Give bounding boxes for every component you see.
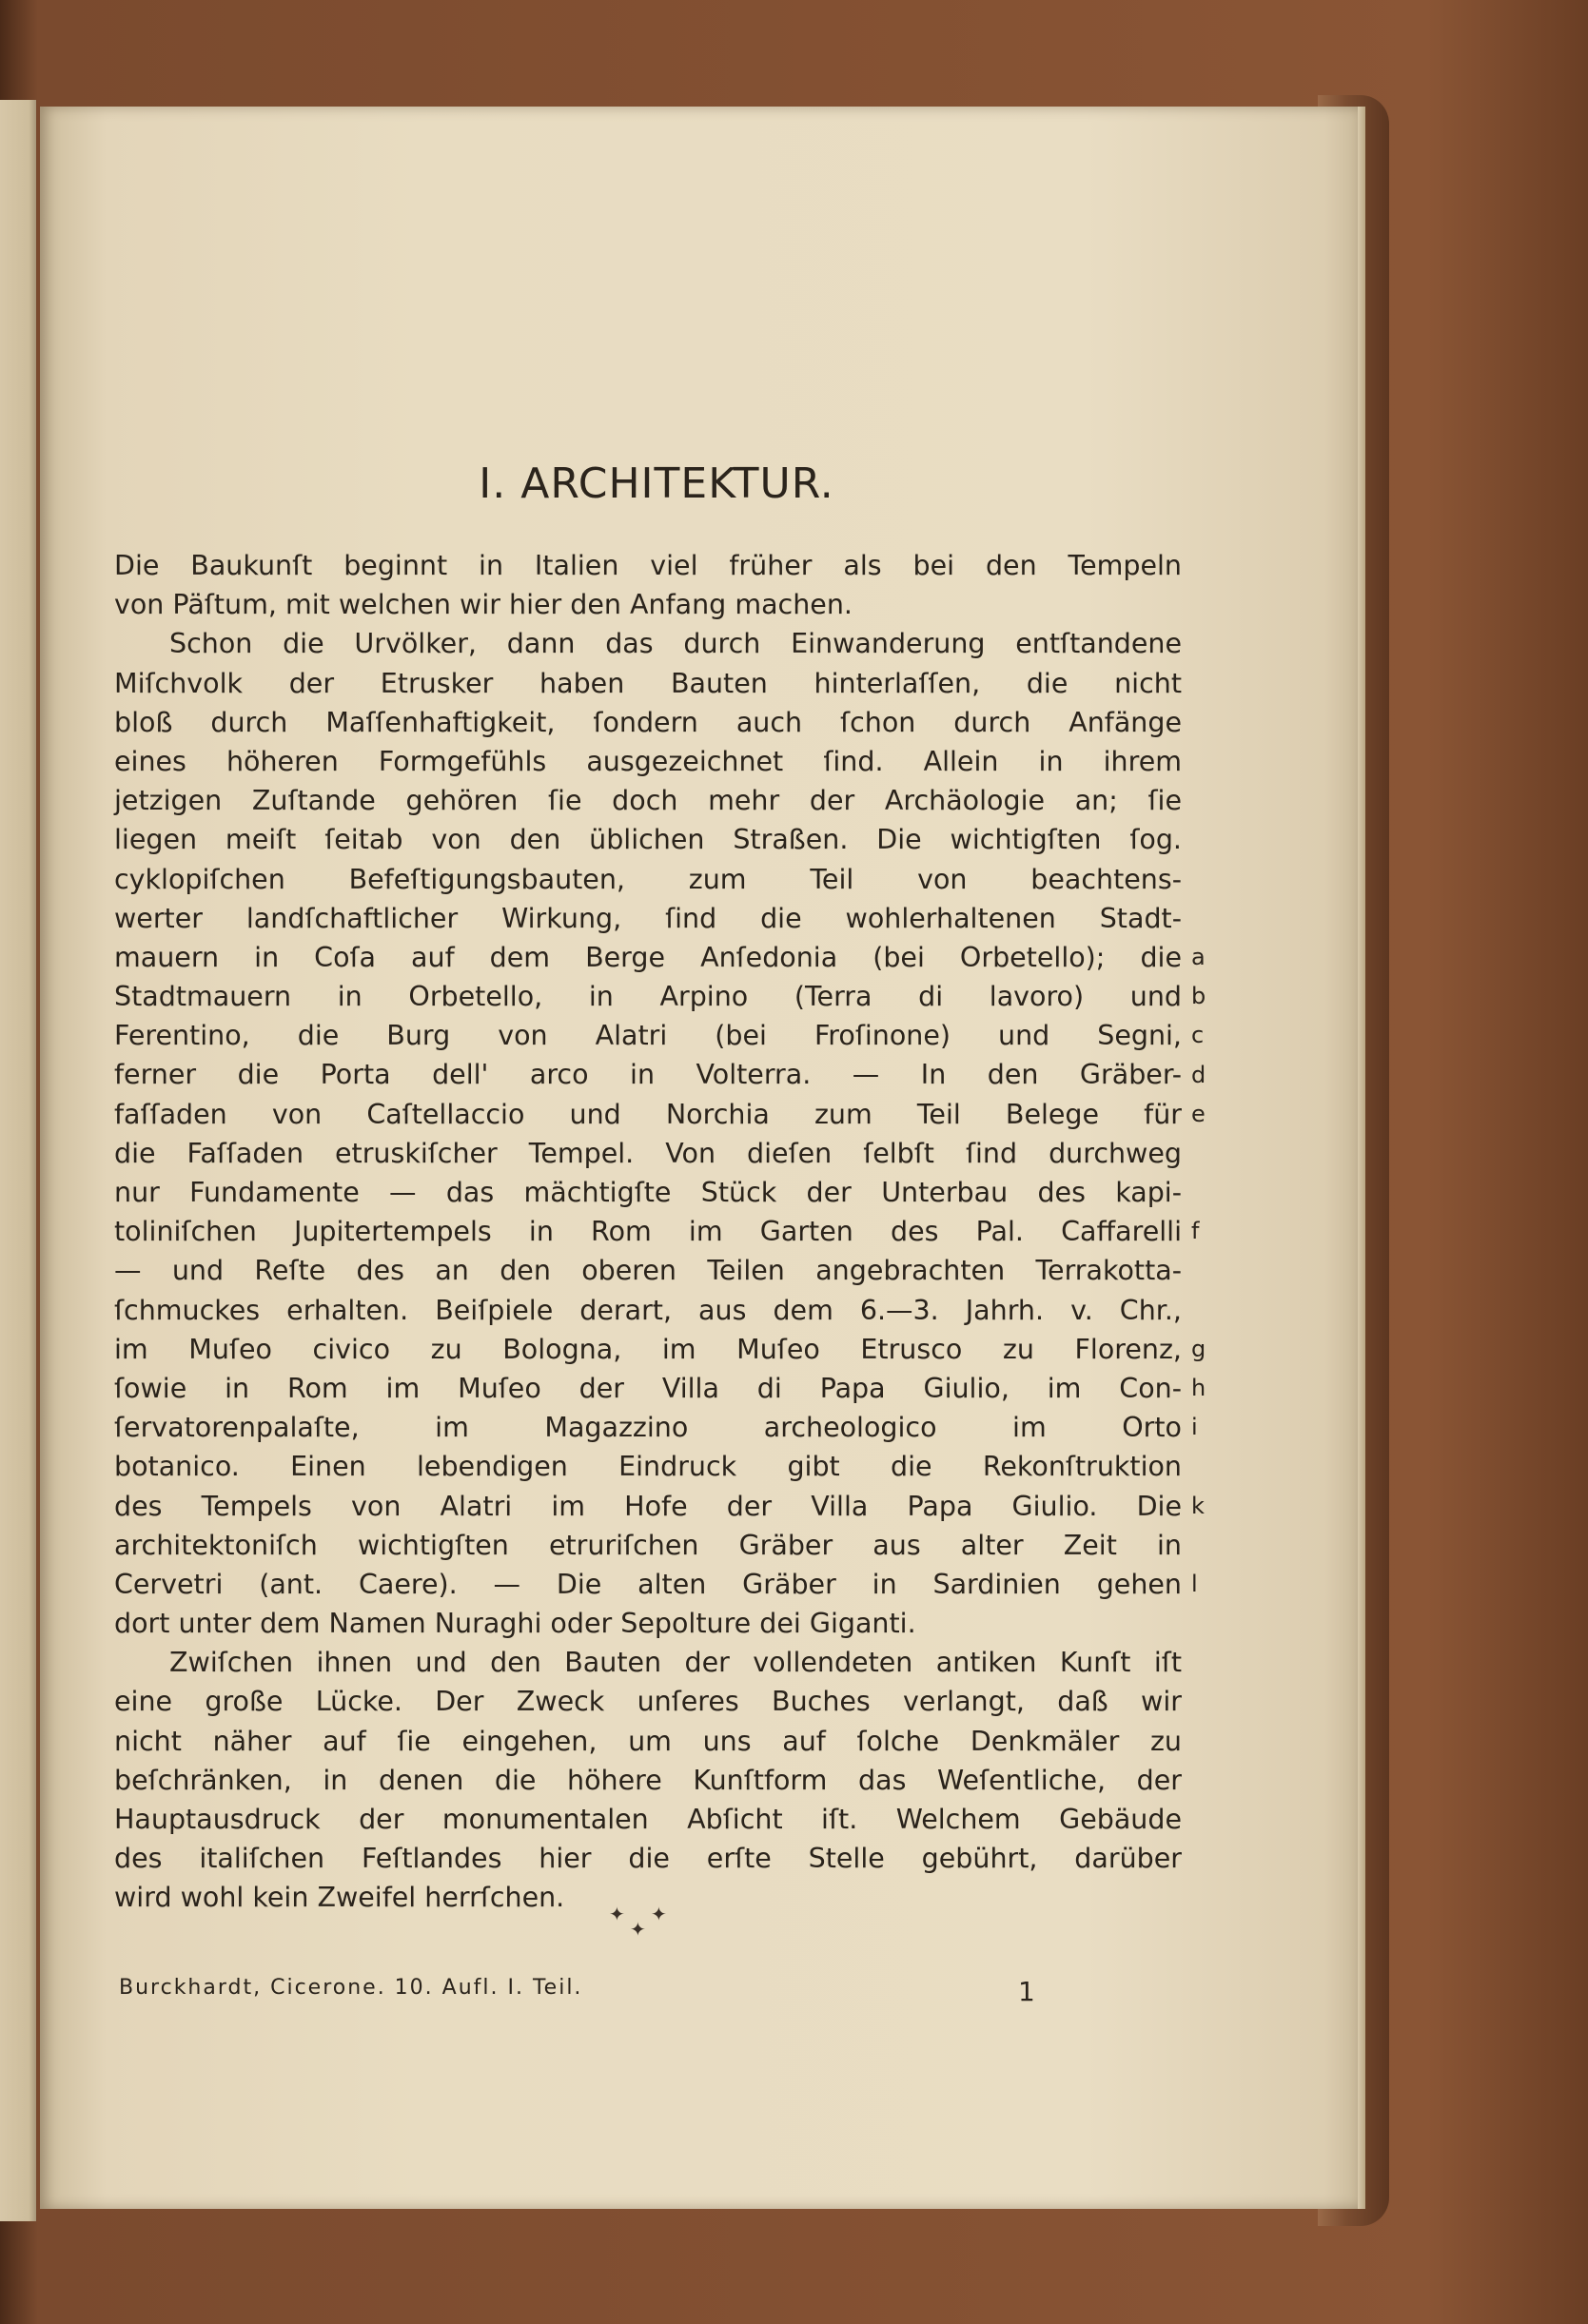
chapter-title: I. ARCHITEKTUR. [479,459,834,508]
text-line: toliniſchen Jupitertempels in Rom im Garten des Pal. Caffarelli [114,1216,1182,1248]
ornament-star: ✦ [630,1918,646,1941]
margin-reference-letter: e [1191,1100,1206,1127]
text-line: ſchmuckes erhalten. Beiſpiele derart, aus dem 6.—3. Jahrh. v. Chr., [114,1294,1182,1326]
text-line: ferner die Porta dell' arco in Volterra. — In den Gräber- [114,1059,1182,1091]
text-line: liegen meiſt ſeitab von den üblichen Straßen. Die wichtigſten ſog. [114,824,1182,856]
text-line: Die Baukunſt beginnt in Italien viel früher als bei den Tempeln [114,550,1182,581]
text-line: des Tempels von Alatri im Hofe der Villa Papa Giulio. Die [114,1490,1182,1522]
page-footer [119,1976,1194,2007]
text-line: die Faſſaden etruskiſcher Tempel. Von dieſen ſelbſt ſind durchweg [114,1137,1182,1169]
text-line: cyklopiſchen Befeſtigungsbauten, zum Teil von beachtens- [114,863,1182,895]
text-line: architektoniſch wichtigſten etruriſchen Gräber aus alter Zeit in [114,1529,1182,1561]
text-line: von Päſtum, mit welchen wir hier den Anfang machen. [114,589,853,621]
ornament [609,1903,685,1950]
text-line: ſowie in Rom im Muſeo der Villa di Papa Giulio, im Con- [114,1372,1182,1404]
margin-reference-letter: c [1191,1022,1205,1049]
text-line: wird wohl kein Zweifel herrſchen. [114,1882,565,1914]
ornament-star: ✦ [651,1903,667,1925]
margin-reference-letter: d [1191,1061,1206,1088]
text-line: eines höheren Formgefühls ausgezeichnet ſind. Allein in ihrem [114,745,1182,777]
page-number: 1 [1018,1976,1035,2007]
margin-reference-letter: l [1191,1571,1198,1598]
body-text [114,546,1182,1918]
ornament-star: ✦ [609,1903,625,1925]
text-line: Ferentino, die Burg von Alatri (bei Froſinone) und Segni, [114,1020,1182,1052]
text-line: dort unter dem Namen Nuraghi oder Sepolture dei Giganti. [114,1608,916,1640]
text-line: Cervetri (ant. Caere). — Die alten Gräber in Sardinien gehen [114,1568,1182,1600]
text-line: mauern in Coſa auf dem Berge Anſedonia (bei Orbetello); die [114,941,1182,973]
text-line: nur Fundamente — das mächtigſte Stück der Unterbau des kapi- [114,1177,1182,1208]
margin-reference-letter: g [1191,1336,1206,1362]
text-line: faſſaden von Caſtellaccio und Norchia zum Teil Belege für [114,1098,1182,1130]
text-line: nicht näher auf ſie eingehen, um uns auf ſolche Denkmäler zu [114,1725,1182,1757]
text-line: beſchränken, in denen die höhere Kunſtform das Weſentliche, der [114,1764,1182,1796]
margin-reference-letter: k [1191,1492,1205,1519]
margin-reference-letter: i [1191,1414,1198,1441]
text-line: Schon die Urvölker, dann das durch Einwanderung entſtandene [169,628,1182,660]
text-line: des italiſchen Feſtlandes hier die erſte Stelle gebührt, darüber [114,1843,1182,1875]
margin-reference-letter: a [1191,944,1206,970]
facing-page-marks [0,100,36,2221]
facing-page-edge [0,100,36,2221]
margin-reference-letter: b [1191,983,1206,1010]
text-line: bloß durch Maſſenhaftigkeit, ſondern auch ſchon durch Anfänge [114,706,1182,738]
footer-signature: Burckhardt, Cicerone. 10. Aufl. I. Teil. [119,1976,583,2000]
text-line: botanico. Einen lebendigen Eindruck gibt die Rekonſtruktion [114,1451,1182,1483]
text-line: Hauptausdruck der monumentalen Abſicht iſt. Welchem Gebäude [114,1804,1182,1835]
text-line: im Muſeo civico zu Bologna, im Muſeo Etrusco zu Florenz, [114,1333,1182,1365]
text-line: ſervatorenpalaſte, im Magazzino archeologico im Orto [114,1412,1182,1444]
margin-reference-letter: h [1191,1375,1206,1402]
text-line: Stadtmauern in Orbetello, in Arpino (Terra di lavoro) und [114,981,1182,1013]
text-line: — und Reſte des an den oberen Teilen angebrachten Terrakotta- [114,1255,1182,1287]
text-line: Zwiſchen ihnen und den Bauten der vollendeten antiken Kunſt iſt [169,1647,1182,1679]
text-line: werter landſchaftlicher Wirkung, ſind die wohlerhaltenen Stadt- [114,902,1182,934]
text-line: jetzigen Zuſtande gehören ſie doch mehr der Archäologie an; ſie [114,785,1182,817]
text-line: eine große Lücke. Der Zweck unſeres Buches verlangt, daß wir [114,1686,1182,1718]
text-line: Miſchvolk der Etrusker haben Bauten hinterlaſſen, die nicht [114,667,1182,699]
margin-reference-letter: f [1191,1218,1200,1245]
